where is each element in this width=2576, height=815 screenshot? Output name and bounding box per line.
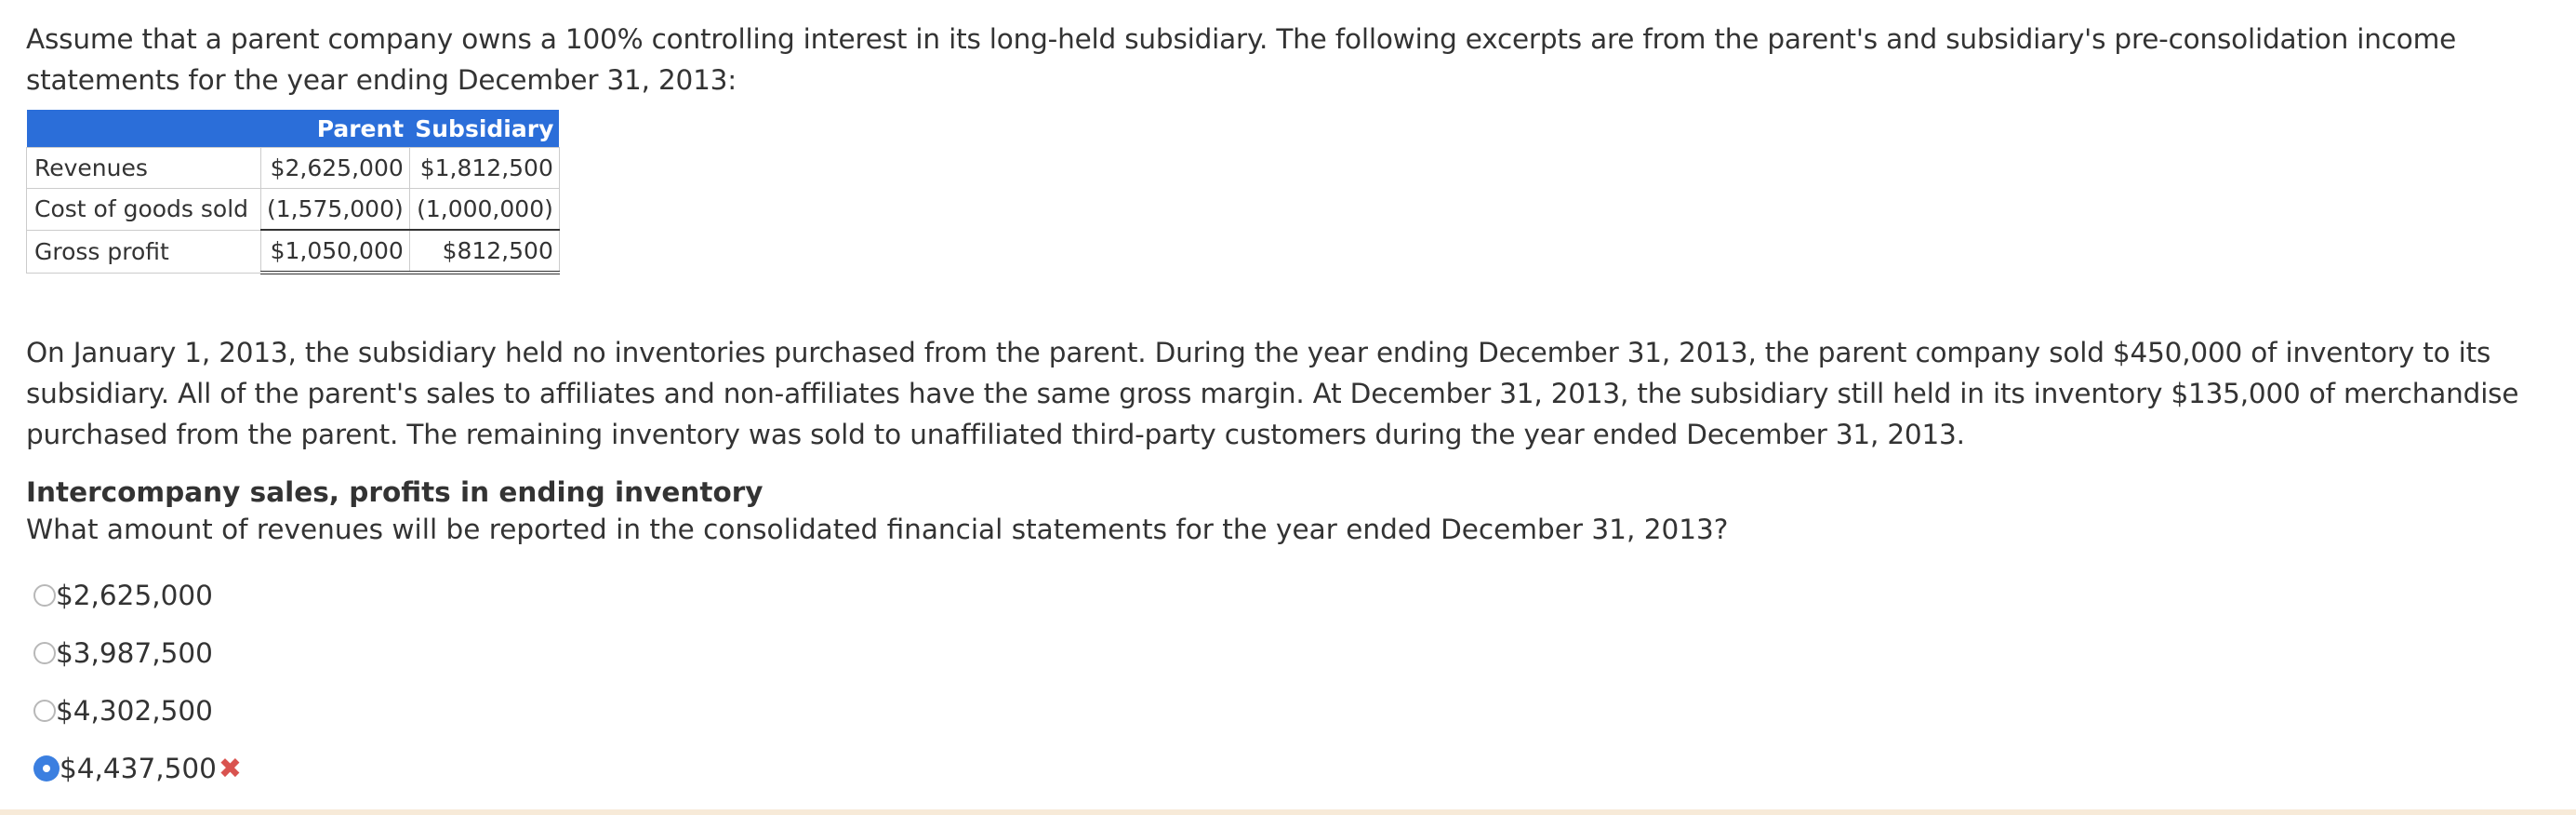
table-header-parent: Parent — [261, 110, 410, 148]
incorrect-x-icon: ✖ — [218, 752, 243, 785]
answer-options — [26, 567, 2556, 797]
table-row — [27, 189, 560, 231]
answer-option[interactable] — [26, 567, 2556, 624]
question-page — [26, 19, 2556, 797]
parent-value: $1,050,000 — [261, 230, 410, 273]
table-header-blank — [27, 110, 261, 148]
option-label: $3,987,500 — [56, 637, 213, 669]
option-label: $4,302,500 — [56, 695, 213, 727]
row-label: Gross profit — [27, 230, 261, 273]
radio-button[interactable] — [33, 584, 56, 607]
subsidiary-value: $1,812,500 — [409, 148, 559, 189]
table-row — [27, 148, 560, 189]
table-row — [27, 230, 560, 273]
answer-option-selected[interactable] — [26, 740, 2556, 797]
option-label: $4,437,500 — [60, 753, 217, 784]
table-header-subsidiary: Subsidiary — [409, 110, 559, 148]
answer-option[interactable] — [26, 624, 2556, 682]
income-statement-table — [26, 110, 560, 274]
parent-value: $2,625,000 — [261, 148, 410, 189]
row-label: Cost of goods sold — [27, 189, 261, 231]
bottom-divider — [0, 809, 2576, 815]
intro-text: Assume that a parent company owns a 100% controlling interest in its long-held subsidiary. The following excerpts are from the parent's and subsidiary's pre-consolidation income statements for the year ending December 31, 2013: — [26, 23, 2457, 96]
parent-value: (1,575,000) — [261, 189, 410, 231]
radio-button[interactable] — [33, 700, 56, 722]
option-label: $2,625,000 — [56, 580, 213, 611]
topic-heading: Intercompany sales, profits in ending inventory — [26, 476, 764, 508]
radio-button-selected[interactable] — [33, 755, 60, 782]
radio-button[interactable] — [33, 642, 56, 664]
answer-option[interactable] — [26, 682, 2556, 740]
scenario-text: On January 1, 2013, the subsidiary held no inventories purchased from the parent. During the year ending December 31, 2013, the parent company sold $450,000 of inventory to its subsidiary. All of the parent's sales to affiliates and non-affiliates have the same gross margin. At December 31, 2013, the subsidiary still held in its inventory $135,000 of merchandise purchased from the parent. The remaining inventory was sold to unaffiliated third-party customers during the year ended December 31, 2013. — [26, 337, 2519, 450]
question-text: What amount of revenues will be reported in the consolidated financial statements for the year ended December 31, 2013? — [26, 514, 1729, 545]
table-header-row — [27, 110, 560, 148]
row-label: Revenues — [27, 148, 261, 189]
subsidiary-value: $812,500 — [409, 230, 559, 273]
subsidiary-value: (1,000,000) — [409, 189, 559, 231]
